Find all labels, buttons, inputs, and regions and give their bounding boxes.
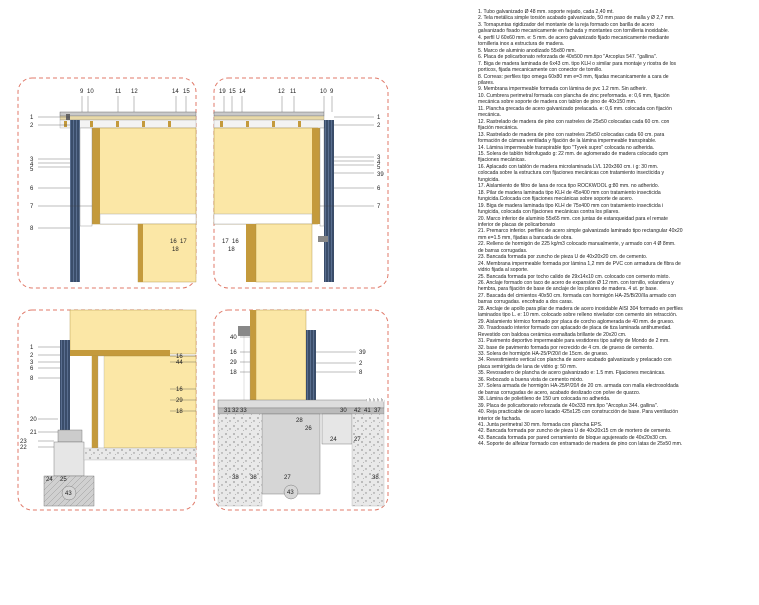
detail-d-callout-left: 33 <box>240 408 247 414</box>
legend-line: 4. perfil U 60x60 mm. e: 5 mm. de acero galvanizado fijado mecanicamente mediante <box>478 34 670 41</box>
detail-c-callout-right: 18 <box>176 409 183 415</box>
legend-line: 13. Rastrelado de madera de pino con rastreles 25x50 colocadas cada 60 cm. para <box>478 131 665 138</box>
detail-a-callout-top: 14 <box>172 89 179 95</box>
detail-c-callout-left: 21 <box>30 430 37 436</box>
detail-d-callout-bottom: 27 <box>284 475 291 481</box>
detail-b-callout-top: 10 <box>320 89 327 95</box>
detail-b <box>214 78 388 288</box>
roof-battens <box>60 120 196 128</box>
detail-c-callout-left: 22 <box>20 445 27 451</box>
detail-d-callout-bottom: 38 <box>250 475 257 481</box>
detail-d-callout-left: 38 <box>232 475 239 481</box>
legend-line: fungicida, colocada con fijaciones mecánicas contra los pilares. <box>478 209 620 216</box>
detail-c-callout-bottom: 24 <box>46 477 53 483</box>
legend-line: 26. Anclaje formado con taco de acero de expansión Ø 12 mm. con tornillo, volandera y <box>478 280 674 287</box>
insulation-block <box>70 310 196 354</box>
detail-d-callout-left: 16 <box>230 350 237 356</box>
detail-a-callout-top: 15 <box>183 89 190 95</box>
polycarbonate-panel <box>306 330 316 406</box>
legend-line: 22. Relleno de hormigón de 225 kg/m3 colocado manualmente, y armado con 4 Ø 8mm. <box>478 241 676 248</box>
legend-line: 6. Placa de policarbonato reforzada de 40x500 mm.tipo "Arcoplus 547. "gallina". <box>478 54 658 61</box>
concrete-bench <box>54 442 84 476</box>
legend-line: 1. Tubo galvanizado Ø 48 mm. soporte rejado, cada 2,40 mt. <box>478 9 614 15</box>
roof-sheet <box>60 112 196 116</box>
legend-line: 17. Aislamiento de filtro de lana de roca tipo ROCKWOOL g:80 mm. no adherido. <box>478 183 660 190</box>
detail-c-callout-left: 6 <box>30 366 34 372</box>
legend-line: 14. Lámina impermeable transpirable tipo "Tyvek supro" colocada no adherida. <box>478 144 655 151</box>
legend-line: 35. Revosadero de plancha de acero galvanizado e: 1.5 mm. Fijaciones mecánicas. <box>478 370 666 377</box>
detail-a-callout-left: 6 <box>30 186 34 192</box>
window-sill <box>66 350 170 356</box>
detail-b-callout-right: 3 <box>377 155 381 161</box>
detail-a <box>18 78 196 288</box>
materials-legend <box>478 9 754 594</box>
legend-line: pilares. <box>478 79 495 86</box>
detail-a-callout-left: 7 <box>30 204 34 210</box>
legend-line: 9. Membrana impermeable formada con lámina de pvc 1.2 mm. Sin adherir. <box>478 86 647 93</box>
legend-line: 7. Biga de madera laminada de 6x43 cm. tipo KLH o similar para montaje y riostra de los <box>478 60 677 67</box>
detail-c-callout-right: 16 <box>176 354 183 360</box>
detail-a-callout-inner: 16 <box>170 239 177 245</box>
timber-column <box>250 310 256 402</box>
polycarbonate-panel <box>70 120 80 282</box>
detail-b-callout-top: 15 <box>229 89 236 95</box>
legend-line: galvanizado fixado mecanicamente en fachada y montantes con tornilleria inoxidable. <box>478 28 670 35</box>
detail-d-callout-right: 2 <box>359 361 363 367</box>
timber-column <box>246 224 256 282</box>
gravel-fill <box>218 414 262 506</box>
detail-c-callout-left: 2 <box>30 353 34 359</box>
legend-line: mecánica sobre soporte de madera con tablon de pino de 40x150 mm. <box>478 99 637 106</box>
detail-d-callout-left: 40 <box>230 335 237 341</box>
detail-d-callout-bottom: 27 <box>354 437 361 443</box>
legend-line: 30. Trasdosado interior formado con aplacado de placa de tiza laminada antihumedad. <box>478 325 672 332</box>
legend-line: 5. Marco de aluminio anodizado 55x80 mm. <box>478 47 576 54</box>
polycarbonate-panel <box>324 120 334 282</box>
legend-line: 31. Pavimento deportivo impermeable para vestidores tipo safety de Mondo de 2 mm. <box>478 338 670 345</box>
detail-a-callout-inner: 18 <box>172 247 179 253</box>
detail-d-callout-right: 38 <box>372 475 379 481</box>
detail-c-callout-right: 44 <box>176 360 183 366</box>
legend-line: fijaciones mecánicas. <box>478 157 526 164</box>
legend-line: 27. Bascada del cimientos 40x50 cm. formada con hormigón HA-25/B/20/IIa armado con <box>478 292 677 299</box>
detail-d-callout-left: 29 <box>230 360 237 366</box>
legend-line: 25. Bancada formada por tocho calido de 29x14x10 cm. colocado con cemento mixto. <box>478 273 670 280</box>
detail-d-callout-right: 41 <box>364 408 371 414</box>
legend-line: colocada sobre la estructura con fijaciones mecánicas con tratamiento insecticida y <box>478 170 664 177</box>
legend-line: de barras corrugadas de acero, acabado deslizado con polve de quarzo. <box>478 389 641 396</box>
legend-line: mecánica. <box>478 112 502 119</box>
detail-a-callout-top: 10 <box>87 89 94 95</box>
legend-line: tornilleria inox a estructura de madera. <box>478 41 565 48</box>
legend-line: inferior de placas de policarbonato <box>478 221 556 228</box>
legend-line: 41. Junta perimetral 30 mm. formada con plancha EPS. <box>478 422 603 428</box>
legend-line: 18. Pilar de madera laminada tipo KLH de 45x400 mm con tratamiento insecticida <box>478 189 661 196</box>
legend-line: de barras corrugadas. <box>478 247 528 254</box>
detail-d-callout-left: 31 <box>224 408 231 414</box>
legend-line: 36. Rebozado a buena vista de cemento mixto. <box>478 376 584 383</box>
legend-line: 28. Anclaje de apollo para pilar de madera de acero inoxidable AISI 304 formado en perfiles <box>478 305 683 312</box>
timber-beam <box>92 128 100 224</box>
detail-a-callout-left: 3 <box>30 157 34 163</box>
detail-b-callout-right: 6 <box>377 186 381 192</box>
legend-line: fungicida.Colocada con fijaciones mecánicas sobre soporte de acero. <box>478 196 634 203</box>
legend-line: Revestido con baldosa cerámica esmaltada brillante de 20x20 cm. <box>478 331 627 338</box>
detail-d-callout-bottom: 30 <box>340 408 347 414</box>
detail-b-callout-right: 39 <box>377 172 384 178</box>
detail-c-callout-left: 23 <box>20 439 27 445</box>
detail-a-callout-left: 8 <box>30 226 34 232</box>
detail-b-callout-right: 1 <box>377 115 381 121</box>
legend-line: fungicida. <box>478 176 500 183</box>
legend-line: 15. Solera de tablón hidrofugado g: 22 mm. de aglomerado de madera colocado cpm <box>478 150 669 157</box>
legend-line: 19. Biga de madera laminada tipo KLH de 75x400 mm con tratamiento insecticida i <box>478 202 664 209</box>
detail-d-callout-left: 32 <box>232 408 239 414</box>
legend-line: 12. Rastrelado de madera de pino con rastreles de 25x50 colocadas cada 60 cm. con <box>478 118 670 125</box>
detail-b-callout-right: 2 <box>377 123 381 129</box>
detail-c-callout-left: 20 <box>30 417 37 423</box>
detail-c-callout-left: 1 <box>30 345 34 351</box>
legend-line: 38. Lámina de polietileno de 150 um colocada no adherida. <box>478 396 611 403</box>
legend-line: placa semirígida de lana de vidrio g: 50 mm. <box>478 363 578 370</box>
legend-line: 39. Placa de policarbonato reforzada de 40x333 mm.tipo "Arcoplus 344. gallina". <box>478 402 659 409</box>
insulation-block <box>214 128 318 224</box>
detail-a-callout-top: 9 <box>80 89 84 95</box>
detail-c-callout-bottom: 43 <box>65 491 72 497</box>
legend-line: 33. Solera de hormigón HA-25/P/20/I de 15cm. de grueso. <box>478 351 609 358</box>
detail-c <box>18 310 196 510</box>
legend-line: formación de cámara ventilada y fijación de la lámina impermeable transpirable. <box>478 138 657 145</box>
detail-b-callout-top: 11 <box>290 89 297 95</box>
insulation-block <box>92 128 196 224</box>
legend-line: 32. base de pavimento formada por recrecido de 4 cm. de grueso de cemento. <box>478 344 654 351</box>
detail-c-callout-bottom: 25 <box>60 477 67 483</box>
insulation-block <box>256 310 306 402</box>
detail-b-callout-inner: 18 <box>228 247 235 253</box>
legend-line: 10. Cumbrera perimetral formada con plancha de zinc preformada. e: 0,6 mm, fijación <box>478 92 670 99</box>
legend-line: 21. Premarco inferior. perfiles de acero simple galvanizado laminado tipo rectangular 40x20 <box>478 228 683 235</box>
legend-line: vidrio fijada al soporte. <box>478 267 529 274</box>
detail-d-callout-right: 8 <box>359 370 363 376</box>
detail-d-callout-right: 39 <box>359 350 366 356</box>
legend-line: 43. Bancada formada por pared cerramiento de bloque agujereado de 40x20x30 cm. <box>478 434 668 441</box>
legend-line: fijación mecánica. <box>478 125 519 132</box>
detail-d-callout-bottom: 28 <box>296 418 303 424</box>
legend-line: 23. Bancada formada por zuncho de pieza U de 40x20x20 cm. de cemento. <box>478 254 648 261</box>
roof-board <box>60 116 196 120</box>
detail-b-callout-inner: 17 <box>222 239 229 245</box>
legend-line: 8. Correas: perfiles tipo omega 60x80 mm e=3 mm, fijadas mecanicamente a cara de <box>478 73 669 80</box>
legend-line: 34. Revestimiento vertical con plancha de acero acabado galvanizado y prelacado con <box>478 357 672 364</box>
detail-c-callout-right: 29 <box>176 398 183 404</box>
detail-b-callout-right: 4 <box>377 160 381 166</box>
legend-line: laminados tipo L. e: 10 mm. colocado sobre relleno nivelador con cemento sin retracción. <box>478 312 678 319</box>
floor-slab <box>218 400 384 408</box>
legend-line: 40. Reja practicable de acero lacado 425x125 con construcción de base. Para ventilación <box>478 409 679 416</box>
timber-column <box>138 224 196 282</box>
detail-d-callout-bottom: 26 <box>305 426 312 432</box>
legend-line: 24. Membrana impermeable formada por lámina 1,2 mm de PVC con armadura de fibra de <box>478 260 681 267</box>
legend-line: 3. Tornapuntas rigidizador del montante de la reja formado con barilla de acero <box>478 21 655 28</box>
detail-c-callout-left: 3 <box>30 360 34 366</box>
detail-a-callout-left: 2 <box>30 123 34 129</box>
detail-b-callout-top: 19 <box>219 89 226 95</box>
detail-b-callout-top: 12 <box>278 89 285 95</box>
detail-d-callout-right: 42 <box>354 408 361 414</box>
detail-b-callout-top: 9 <box>330 89 334 95</box>
legend-line: 11. Plancha grecada de acero galvanizado prelacada. e: 0,6 mm. colocada con fijación <box>478 105 672 112</box>
detail-a-callout-inner: 17 <box>180 239 187 245</box>
detail-d <box>214 310 388 510</box>
legend-line: porticos, fijada mecanicamente con conector de tornillo. <box>478 67 603 74</box>
legend-line: 29. Aislamiento térmico formado por placa de corcho aglomerada de 40 mm. de grueso. <box>478 318 675 325</box>
legend-line: 42. Bancada formada por zuncho de pieza U de 40x20x15 cm de mortero de cemento. <box>478 428 672 435</box>
legend-line: 37. Solera armada de hormigón HA-25/P/20/I de 20 cm. armada con malla electrosoldada <box>478 383 679 390</box>
legend-line: 2. Tela metálica simple torsión acabado galvanizado, 50 mm paso de malla y Ø 2,7 mm. <box>478 15 675 22</box>
legend-line: 44. Soporte de alfeizar formado con entramado de madera de pino con latas de 25x50 mm. <box>478 441 683 448</box>
detail-b-callout-inner: 16 <box>232 239 239 245</box>
legend-list <box>478 9 754 448</box>
detail-b-callout-top: 14 <box>239 89 246 95</box>
detail-a-callout-left: 5 <box>30 167 34 173</box>
detail-b-callout-right: 5 <box>377 165 381 171</box>
legend-line: interior de fachada. <box>478 415 522 422</box>
detail-d-callout-left: 18 <box>230 370 237 376</box>
detail-a-callout-top: 12 <box>131 89 138 95</box>
detail-c-callout-right: 16 <box>176 387 183 393</box>
detail-a-callout-top: 11 <box>115 89 122 95</box>
detail-d-callout-right: 24 <box>330 437 337 443</box>
legend-line: hembra, para fijación de base de anclaje de los pilares de madera. 4 ut. pr base. <box>478 286 658 293</box>
detail-a-callout-left: 4 <box>30 162 34 168</box>
polycarbonate-panel <box>60 340 70 432</box>
detail-d-callout-bottom: 43 <box>287 490 294 496</box>
legend-line: barras corrugadas. encofrado a dos caras. <box>478 299 574 306</box>
detail-b-callout-right: 7 <box>377 204 381 210</box>
legend-line: 16. Aplacado con tablón de madera microlaminada LVL 120x360 cm. i g: 30 mm. <box>478 163 659 170</box>
detail-d-callout-right: 37 <box>374 408 381 414</box>
legend-line: 20. Marco inferior de aluminio 55x65 mm. con juntas de estanqueidad para el remate <box>478 215 668 222</box>
detail-a-callout-left: 1 <box>30 115 34 121</box>
detail-c-callout-left: 8 <box>30 376 34 382</box>
legend-line: mm e=1.5 mm, fijadas a bancada de obra. <box>478 234 573 241</box>
